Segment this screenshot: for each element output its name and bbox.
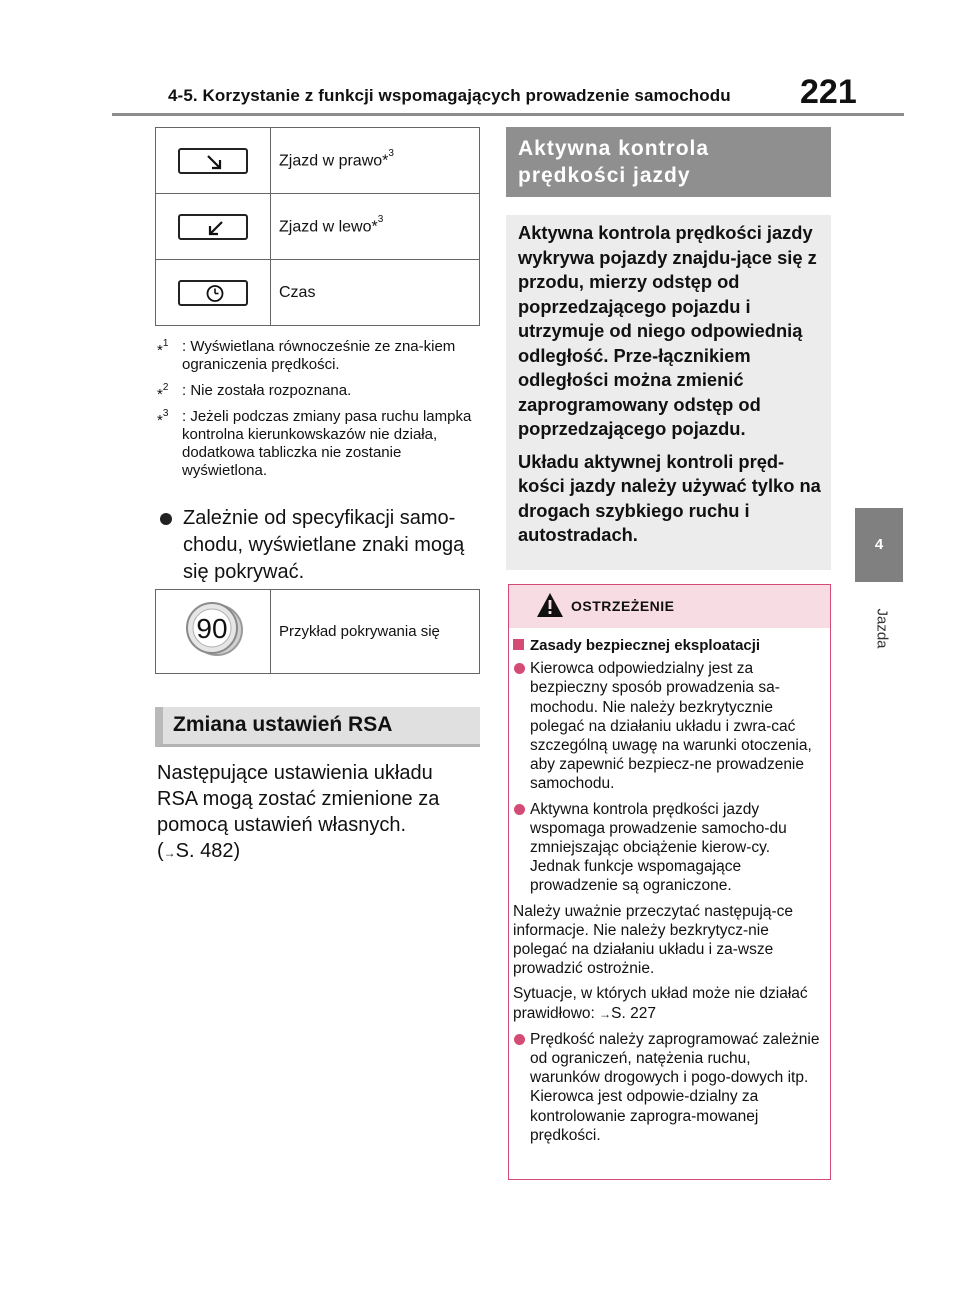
warning-item-text: Aktywna kontrola prędkości jazdy wspomaga prowadzenie samocho-du zmniejszając obciążenie kierow-cy. Jednak funkcje wspomagające prowadzenie są ograniczone.: [530, 800, 787, 895]
footnote-text: : Jeżeli podczas zmiany pasa ruchu lampka kontrolna kierunkowskazów nie działa, dodatkowa tabliczka nie zostanie wyświetlona.: [182, 408, 472, 479]
footnote-number: 2: [162, 382, 169, 393]
speed-limit-value: 90: [196, 613, 228, 644]
rsa-paragraph: Następujące ustawienia układu RSA mogą zostać zmienione za pomocą ustawień własnych.: [157, 762, 440, 836]
rsa-body-text: Następujące ustawienia układu RSA mogą zostać zmienione za pomocą ustawień własnych. (→S. 482): [157, 762, 440, 862]
page-reference-link[interactable]: S. 482: [175, 840, 234, 862]
bullet-dot-icon: [160, 513, 172, 525]
warning-header: [509, 585, 830, 628]
square-bullet-icon: [513, 639, 524, 650]
footnote-number: 1: [162, 338, 169, 349]
footnote-number: 3: [162, 408, 169, 419]
warning-title: OSTRZEŻENIE: [571, 598, 675, 614]
table-row: [156, 590, 480, 674]
overlap-label: Przykład pokrywania się: [279, 623, 440, 640]
warning-item-text: Kierowca odpowiedzialny jest za bezpieczny sposób prowadzenia sa-mochodu. Nie należy bezkrytycznie polegać na działaniu układu i zwra-cać szczególną uwagę na warunki otoczenia, aby zapewnić bezpiecz-ne prowadzenie samochodu.: [530, 660, 812, 793]
page-number: 221: [800, 73, 857, 111]
footnote: [157, 382, 487, 403]
sign-table: [155, 127, 480, 326]
sign-label: Czas: [279, 283, 316, 301]
reference-arrow-icon: →: [163, 846, 176, 860]
running-header-title: 4-5. Korzystanie z funkcji wspomagających prowadzenie samochodu: [168, 86, 731, 105]
acc-paragraph: Aktywna kontrola prędkości jazdy wykrywa pojazdy znajdu-jące się z przodu, mierzy odstęp od poprzedzającego pojazdu i utrzymuje od niego odpowiednią odległość. Prze-łącznikiem odległości można zmienić zaprogramowany odstęp od poprzedzającego pojazdu.: [518, 222, 817, 439]
footnote: [157, 338, 487, 374]
chapter-tab: [855, 508, 903, 582]
footnote-marker: *: [157, 342, 163, 359]
clock-sign-icon: [178, 280, 248, 306]
acc-summary-box: [506, 215, 831, 570]
warning-section-title: [513, 636, 824, 655]
footnote-marker: *: [157, 386, 163, 403]
footnotes: [157, 338, 487, 488]
warning-item-text: Prędkość należy zaprogramować zależnie od ograniczeń, natężenia ruchu, warunków drogowych i pogo-dowych itp. Kierowca jest odpowie-dzialny za kontrolowanie zaprogra-mowanej prędkości.: [530, 1030, 820, 1144]
warning-item: [513, 659, 824, 793]
table-row: [156, 128, 480, 194]
footnote: [157, 408, 487, 480]
sign-label: Zjazd w lewo*: [279, 218, 378, 236]
warning-box: [508, 584, 831, 1180]
exit-left-sign-icon: [178, 214, 248, 240]
acc-paragraph: Układu aktywnej kontroli pręd-kości jazdy należy używać tylko na drogach szybkiego ruchu i autostradach.: [518, 450, 821, 545]
exit-right-sign-icon: [178, 148, 248, 174]
footnote-ref: 3: [377, 213, 384, 225]
overlap-example-table: [155, 589, 480, 674]
warning-item: [513, 1030, 824, 1145]
warning-paragraph: [513, 984, 824, 1023]
bullet-paragraph: [157, 505, 477, 586]
bullet-text: Zależnie od specyfikacji samo-chodu, wyświetlane znaki mogą się pokrywać.: [183, 507, 465, 583]
chapter-label-container: [866, 598, 896, 658]
section-heading-text: Zmiana ustawień RSA: [173, 713, 393, 736]
reference-arrow-icon: →: [599, 1006, 612, 1021]
bullet-dot-icon: [514, 1034, 525, 1045]
sign-label: Zjazd w prawo*: [279, 152, 389, 170]
speed-limit-overlap-sign-icon: [178, 597, 248, 661]
footnote-ref: 3: [388, 147, 394, 159]
warning-paragraph: Należy uważnie przeczytać następują-ce informacje. Nie należy bezkrytycz-nie polegać na działaniu układu i za-wsze prowadzić ostrożnie.: [513, 902, 793, 978]
page-reference-link[interactable]: S. 227: [611, 1004, 656, 1022]
footnote-marker: *: [157, 412, 163, 429]
warning-item: [513, 800, 824, 896]
section-heading-rsa: [155, 707, 480, 747]
header-divider: [112, 113, 904, 116]
footnote-text: : Wyświetlana równocześnie ze zna-kiem ograniczenia prędkości.: [182, 338, 456, 373]
section-heading-line: Aktywna kontrola: [518, 137, 710, 160]
table-row: [156, 194, 480, 260]
chapter-label: Jazda: [873, 608, 891, 649]
table-row: [156, 260, 480, 326]
warning-triangle-icon: [536, 592, 564, 618]
bullet-dot-icon: [514, 663, 525, 674]
warning-paragraph-text: Sytuacje, w których układ może nie działać prawidłowo:: [513, 985, 808, 1022]
warning-section-text: Zasady bezpiecznej eksploatacji: [530, 637, 761, 654]
bullet-dot-icon: [514, 804, 525, 815]
warning-content: [509, 628, 830, 1145]
chapter-number: 4: [874, 536, 884, 553]
section-heading-line: prędkości jazdy: [518, 164, 691, 187]
section-heading-acc: [506, 127, 831, 197]
footnote-text: : Nie została rozpoznana.: [182, 382, 352, 399]
